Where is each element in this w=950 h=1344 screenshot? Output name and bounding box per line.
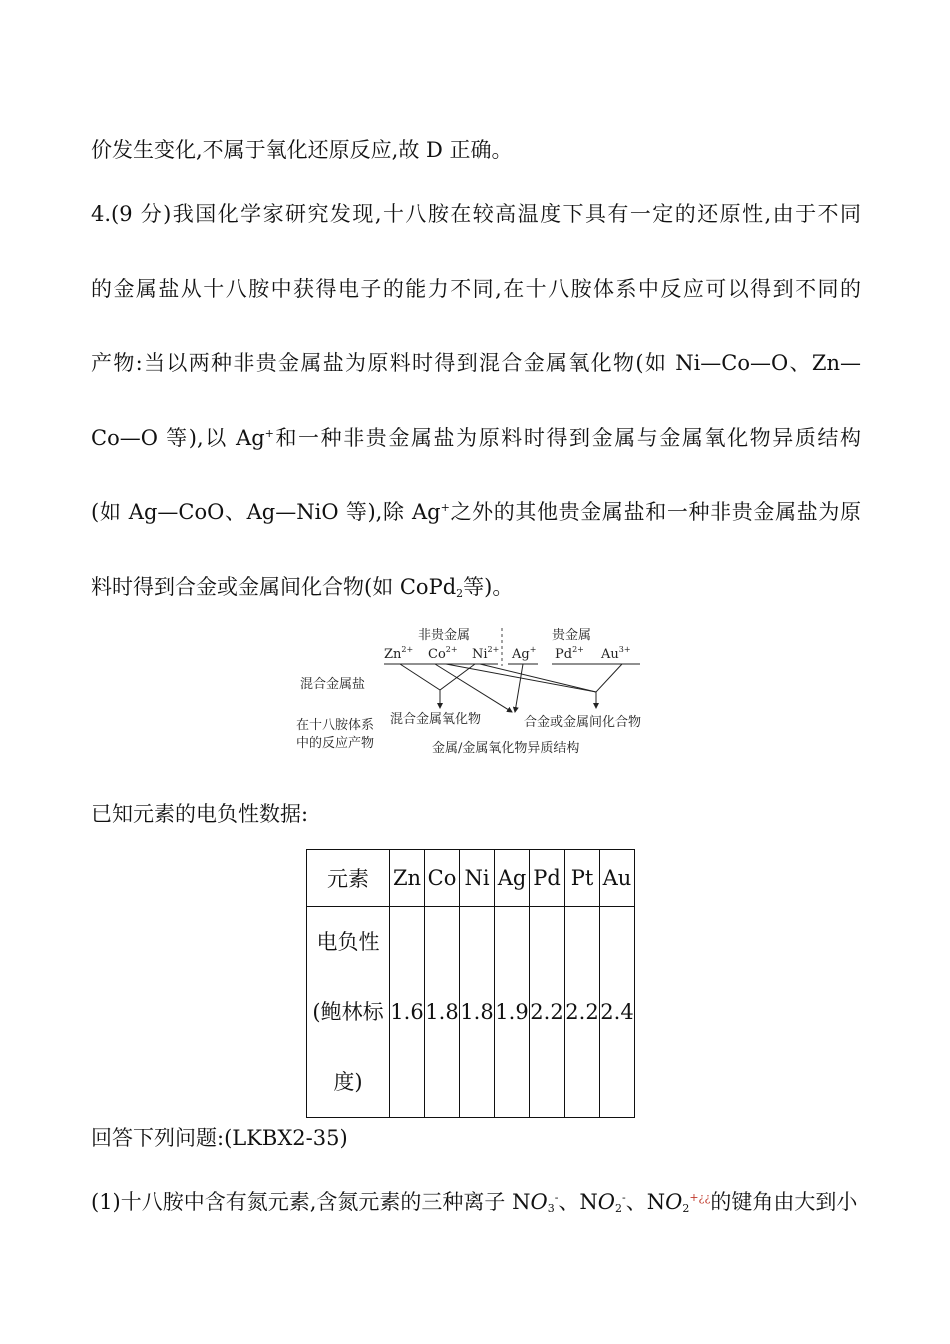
salt-au: $Au^{3+}$ bbox=[601, 645, 631, 662]
value-zn: 1.6 bbox=[390, 907, 425, 1118]
value-pd: 2.2 bbox=[530, 907, 565, 1118]
table-row-header bbox=[307, 850, 635, 907]
arrow-ag-to-hetero bbox=[515, 664, 523, 712]
arrow-co-to-hetero bbox=[435, 664, 512, 712]
element-zn: Zn bbox=[390, 850, 425, 907]
product-mixed-oxide: 混合金属氧化物 bbox=[390, 712, 482, 727]
product-alloy: 合金或金属间化合物 bbox=[524, 715, 642, 730]
text-line-7: 料时得到合金或金属间化合物(如 CoPd$_2$等)。 bbox=[91, 575, 514, 600]
value-ag: 1.9 bbox=[495, 907, 530, 1118]
line-ni-to-alloy bbox=[480, 664, 596, 692]
left-label-products-2: 中的反应产物 bbox=[296, 736, 375, 751]
element-pt: Pt bbox=[565, 850, 600, 907]
text-line-5: Co—O 等),以 Ag+和一种非贵金属盐为原料时得到金属与金属氧化物异质结构 bbox=[91, 426, 861, 450]
value-au: 2.4 bbox=[600, 907, 635, 1118]
text-line-3: 的金属盐从十八胺中获得电子的能力不同,在十八胺体系中反应可以得到不同的 bbox=[91, 277, 861, 301]
text-line-2: 4.(9 分)我国化学家研究发现,十八胺在较高温度下具有一定的还原性,由于不同 bbox=[91, 202, 861, 226]
text-line-1: 价发生变化,不属于氧化还原反应,故 D 正确。 bbox=[91, 138, 513, 162]
text-line-4: 产物:当以两种非贵金属盐为原料时得到混合金属氧化物(如 Ni—Co—O、Zn— bbox=[91, 351, 861, 375]
arrow-to-mixed-oxide bbox=[400, 664, 475, 708]
element-ni: Ni bbox=[460, 850, 495, 907]
value-pt: 2.2 bbox=[565, 907, 600, 1118]
text-line-6: (如 Ag—CoO、Ag—NiO 等),除 Ag+之外的其他贵金属盐和一种非贵金属盐为原 bbox=[91, 500, 861, 524]
electronegativity-table bbox=[306, 849, 635, 1118]
element-au: Au bbox=[600, 850, 635, 907]
element-co: Co bbox=[425, 850, 460, 907]
reaction-diagram bbox=[280, 620, 680, 760]
salt-co: $Co^{2+}$ bbox=[428, 645, 458, 662]
question-1: (1)十八胺中含有氮元素,含氮元素的三种离子 $NO_3^-$、$NO_2^-$、$NO_2^{+¿¿}$的键角由大到小 bbox=[91, 1190, 858, 1215]
element-ag: Ag bbox=[495, 850, 530, 907]
salt-ni: $Ni^{2+}$ bbox=[472, 645, 500, 662]
salt-ag: Ag+ bbox=[512, 645, 537, 662]
nonprecious-label: 非贵金属 bbox=[418, 628, 471, 643]
left-label-products-1: 在十八胺体系 bbox=[296, 718, 375, 733]
row-label: 电负性 (鲍林标 度) bbox=[307, 907, 390, 1118]
arrow-to-alloy bbox=[446, 664, 622, 708]
value-ni: 1.8 bbox=[460, 907, 495, 1118]
table-row-values bbox=[307, 907, 635, 1118]
element-pd: Pd bbox=[530, 850, 565, 907]
salt-pd: $Pd^{2+}$ bbox=[555, 645, 584, 662]
precious-label: 贵金属 bbox=[552, 628, 592, 643]
value-co: 1.8 bbox=[425, 907, 460, 1118]
left-label-salts: 混合金属盐 bbox=[300, 677, 366, 692]
product-heterostructure: 金属/金属氧化物异质结构 bbox=[432, 741, 580, 756]
answer-heading: 回答下列问题:(LKBX2-35) bbox=[91, 1126, 348, 1150]
salt-zn: $Zn^{2+}$ bbox=[384, 645, 414, 662]
known-data-heading: 已知元素的电负性数据: bbox=[91, 802, 309, 826]
header-label: 元素 bbox=[307, 850, 390, 907]
